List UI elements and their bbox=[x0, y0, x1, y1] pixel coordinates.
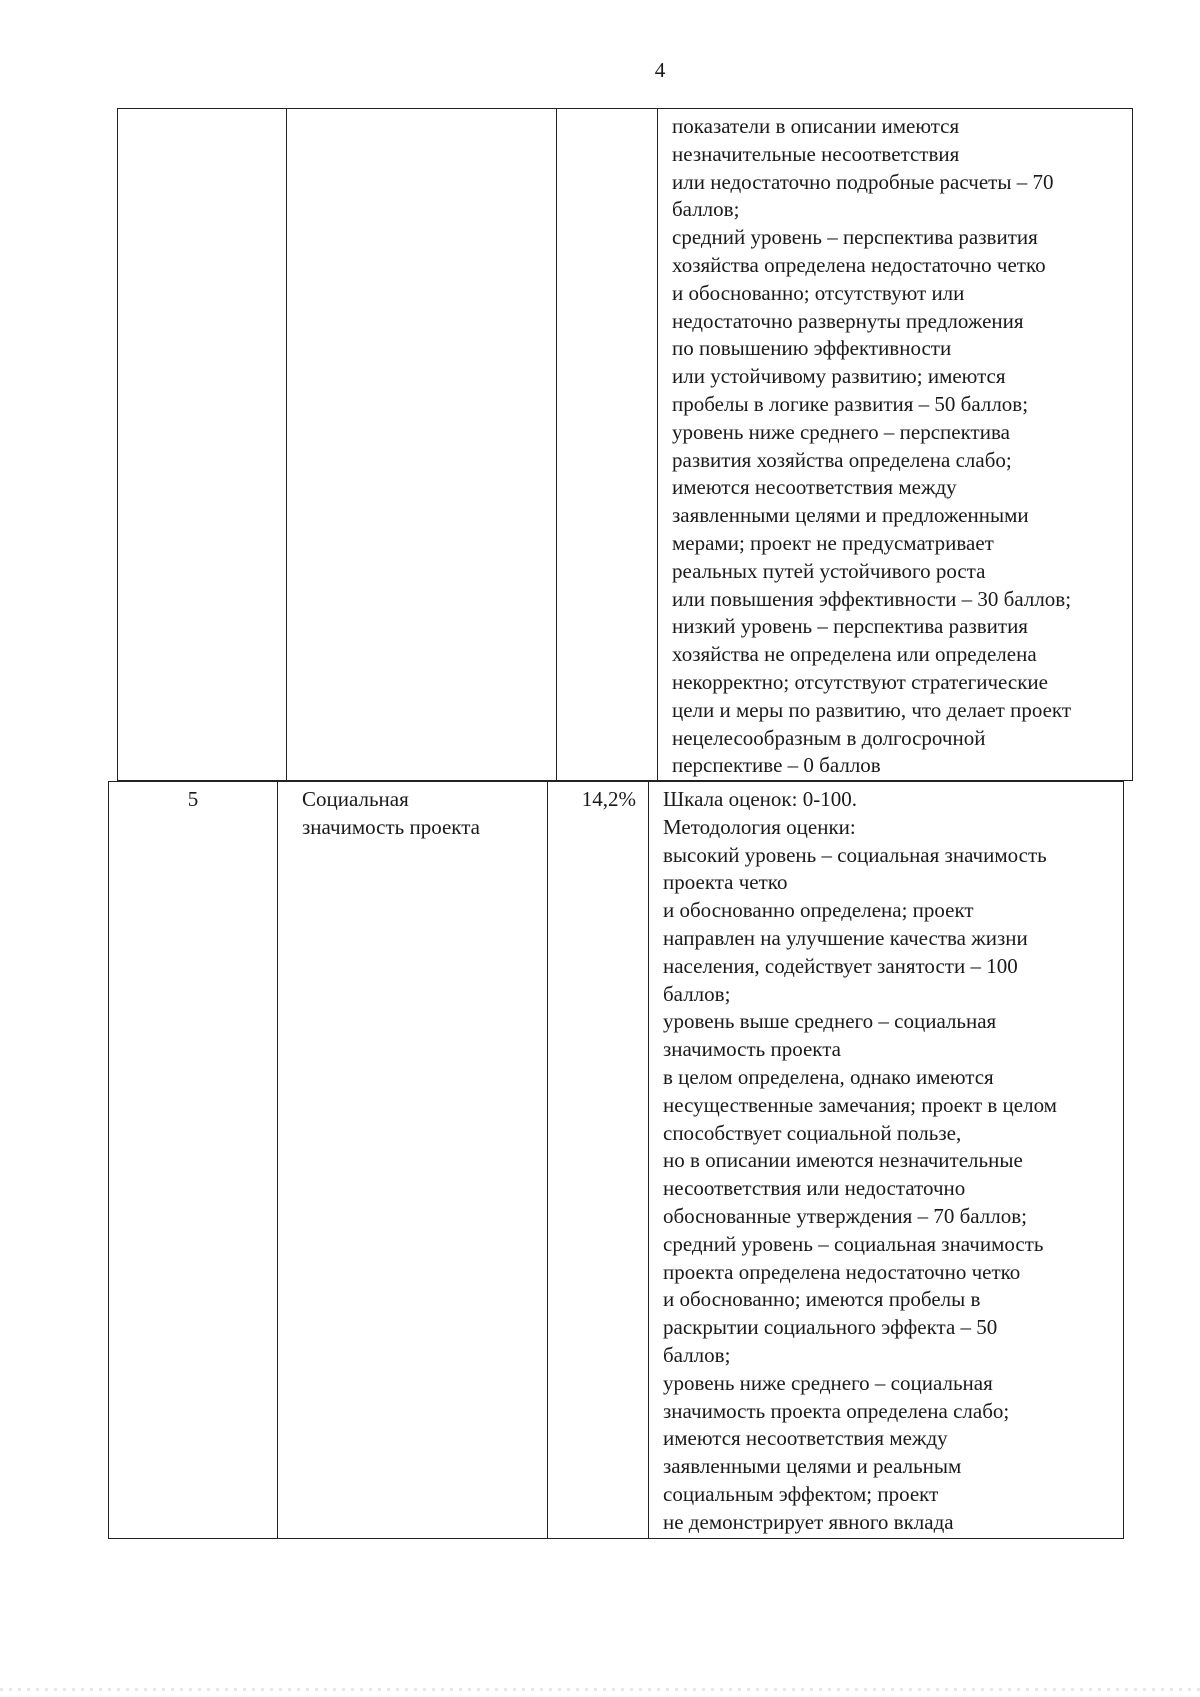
criterion-name-cell bbox=[287, 109, 557, 781]
description-line: реальных путей устойчивого роста bbox=[672, 558, 986, 583]
description-line: по повышению эффективности bbox=[672, 336, 952, 361]
description-line: и обоснованно; имеются пробелы в bbox=[663, 1287, 981, 1312]
description-line: обоснованные утверждения – 70 баллов; bbox=[663, 1203, 1027, 1228]
description-line: или повышения эффективности – 30 баллов; bbox=[672, 586, 1072, 611]
description-line: Методология оценки: bbox=[663, 814, 856, 839]
description-line: несущественные замечания; проект в целом bbox=[663, 1092, 1057, 1117]
description-line: перспективе – 0 баллов bbox=[672, 753, 881, 778]
description-line: уровень ниже среднего – перспектива bbox=[672, 419, 1010, 444]
description-line: высокий уровень – социальная значимость bbox=[663, 842, 1047, 867]
description-line: значимость проекта bbox=[663, 1037, 841, 1062]
description-line: хозяйства определена недостаточно четко bbox=[672, 252, 1046, 277]
criterion-name-line: значимость проекта bbox=[302, 814, 480, 839]
table-row bbox=[118, 109, 1133, 781]
description-line: способствует социальной пользе, bbox=[663, 1120, 962, 1145]
criterion-description-cell bbox=[649, 782, 1124, 1539]
scan-edge-noise bbox=[0, 1688, 1200, 1691]
description-line: низкий уровень – перспектива развития bbox=[672, 614, 1028, 639]
description-line: значимость проекта определена слабо; bbox=[663, 1398, 1010, 1423]
description-line: уровень выше среднего – социальная bbox=[663, 1009, 997, 1034]
weight-cell: 14,2% bbox=[548, 782, 649, 1539]
description-line: заявленными целями и предложенными bbox=[672, 503, 1029, 528]
description-line: показатели в описании имеются bbox=[672, 114, 960, 138]
description-line: или недостаточно подробные расчеты – 70 bbox=[672, 169, 1054, 194]
criteria-table-continuation bbox=[117, 108, 1133, 781]
description-line: уровень ниже среднего – социальная bbox=[663, 1370, 993, 1395]
row-number-cell bbox=[118, 109, 287, 781]
criteria-table bbox=[108, 781, 1124, 1539]
description-line: несоответствия или недостаточно bbox=[663, 1176, 966, 1201]
description-line: баллов; bbox=[663, 981, 731, 1006]
description-line: пробелы в логике развития – 50 баллов; bbox=[672, 391, 1029, 416]
description-line: имеются несоответствия между bbox=[672, 475, 957, 500]
description-line: средний уровень – перспектива развития bbox=[672, 225, 1038, 250]
description-line: цели и меры по развитию, что делает проект bbox=[672, 697, 1072, 722]
description-line: имеются несоответствия между bbox=[663, 1426, 948, 1451]
description-line: проекта определена недостаточно четко bbox=[663, 1259, 1021, 1284]
description-line: нецелесообразным в долгосрочной bbox=[672, 725, 986, 750]
description-line: средний уровень – социальная значимость bbox=[663, 1231, 1044, 1256]
description-line: проекта четко bbox=[663, 870, 788, 895]
description-line: и обоснованно определена; проект bbox=[663, 898, 974, 923]
description-line: некорректно; отсутствуют стратегические bbox=[672, 669, 1048, 694]
description-line: баллов; bbox=[663, 1342, 731, 1367]
criterion-description-cell bbox=[658, 109, 1133, 781]
description-line: незначительные несоответствия bbox=[672, 141, 960, 166]
description-line: населения, содействует занятости – 100 bbox=[663, 953, 1018, 978]
description-line: социальным эффектом; проект bbox=[663, 1481, 939, 1506]
description-line: заявленными целями и реальным bbox=[663, 1454, 962, 1479]
criterion-name-cell bbox=[278, 782, 548, 1539]
description-line: недостаточно развернуты предложения bbox=[672, 308, 1024, 333]
description-line: в целом определена, однако имеются bbox=[663, 1064, 994, 1089]
table-row bbox=[109, 782, 1124, 1539]
criterion-name-line: Социальная bbox=[302, 787, 409, 811]
description-line: развития хозяйства определена слабо; bbox=[672, 447, 1012, 472]
description-line: и обоснованно; отсутствуют или bbox=[672, 280, 965, 305]
description-line: или устойчивому развитию; имеются bbox=[672, 364, 1006, 389]
row-number-cell: 5 bbox=[109, 782, 278, 1539]
description-line: хозяйства не определена или определена bbox=[672, 642, 1037, 667]
description-line: мерами; проект не предусматривает bbox=[672, 530, 994, 555]
weight-cell bbox=[557, 109, 658, 781]
description-line: не демонстрирует явного вклада bbox=[663, 1509, 954, 1534]
description-line: баллов; bbox=[672, 197, 740, 222]
description-line: раскрытии социального эффекта – 50 bbox=[663, 1315, 998, 1340]
description-line: направлен на улучшение качества жизни bbox=[663, 925, 1028, 950]
description-line: но в описании имеются незначительные bbox=[663, 1148, 1023, 1173]
page-number: 4 bbox=[654, 58, 666, 82]
description-line: Шкала оценок: 0-100. bbox=[663, 787, 857, 811]
